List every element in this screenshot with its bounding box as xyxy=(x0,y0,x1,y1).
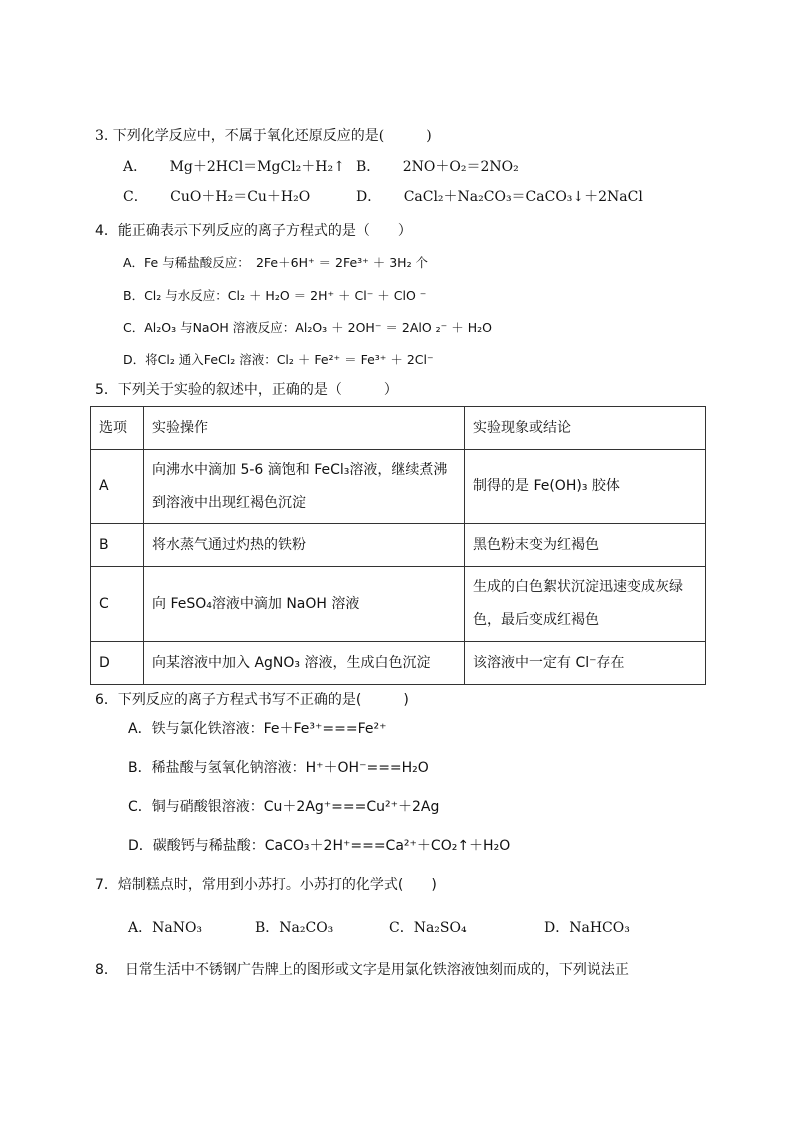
row-d-option: D xyxy=(91,642,144,685)
q7-option-b: B．Na₂CO₃ xyxy=(255,920,334,936)
row-d-operation: 向某溶液中加入 AgNO₃ 溶液，生成白色沉淀 xyxy=(144,642,465,685)
q4-option-a: A．Fe 与稀盐酸反应： 2Fe＋6H⁺ ＝ 2Fe³⁺ ＋ 3H₂ 个 xyxy=(123,255,429,270)
header-result: 实验现象或结论 xyxy=(465,407,706,450)
q5-stem: 5．下列关于实验的叙述中，正确的是（ ） xyxy=(95,382,398,398)
q3-option-a-text: Mg＋2HCl＝MgCl₂＋H₂↑ xyxy=(169,159,345,175)
q6-stem: 6．下列反应的离子方程式书写不正确的是( ) xyxy=(95,692,409,708)
q3-option-b-text: 2NO＋O₂＝2NO₂ xyxy=(402,159,519,175)
table-row xyxy=(91,567,706,642)
experiment-table xyxy=(90,406,706,685)
q7-option-a: A．NaNO₃ xyxy=(128,920,203,936)
table-row xyxy=(91,642,706,685)
q8-stem: 8． 日常生活中不锈钢广告牌上的图形或文字是用氯化铁溶液蚀刻而成的，下列说法正 xyxy=(95,962,629,978)
row-b-result: 黑色粉末变为红褐色 xyxy=(465,524,706,567)
q6-option-a: A．铁与氯化铁溶液：Fe＋Fe³⁺===Fe²⁺ xyxy=(128,721,387,737)
q4-option-d: D．将Cl₂ 通入FeCl₂ 溶液：Cl₂ ＋ Fe²⁺ ＝ Fe³⁺ ＋ 2Cl⁻ xyxy=(123,352,434,367)
q7-stem: 7．焙制糕点时，常用到小苏打。小苏打的化学式( ) xyxy=(95,877,437,893)
row-c-result: 生成的白色絮状沉淀迅速变成灰绿色，最后变成红褐色 xyxy=(465,567,706,642)
q3-option-b-letter: B． xyxy=(356,159,381,175)
q3-option-a-letter: A． xyxy=(123,159,148,175)
header-operation: 实验操作 xyxy=(144,407,465,450)
row-a-operation: 向沸水中滴加 5-6 滴饱和 FeCl₃溶液，继续煮沸到溶液中出现红褐色沉淀 xyxy=(144,450,465,524)
q3-option-a xyxy=(123,157,345,177)
q3-stem: 3. 下列化学反应中，不属于氧化还原反应的是( ) xyxy=(95,128,432,144)
row-b-operation: 将水蒸气通过灼热的铁粉 xyxy=(144,524,465,567)
row-c-option: C xyxy=(91,567,144,642)
row-c-operation: 向 FeSO₄溶液中滴加 NaOH 溶液 xyxy=(144,567,465,642)
row-d-result: 该溶液中一定有 Cl⁻存在 xyxy=(465,642,706,685)
q3-option-c-letter: C． xyxy=(123,189,148,205)
table-row xyxy=(91,524,706,567)
q6-option-d: D．碳酸钙与稀盐酸：CaCO₃＋2H⁺===Ca²⁺＋CO₂↑＋H₂O xyxy=(128,838,511,854)
q7-option-c: C．Na₂SO₄ xyxy=(389,920,467,936)
q3-option-b xyxy=(356,157,519,177)
q4-stem: 4．能正确表示下列反应的离子方程式的是（ ） xyxy=(95,223,412,239)
q3-option-d xyxy=(356,187,643,207)
q6-option-b: B．稀盐酸与氢氧化钠溶液：H⁺＋OH⁻===H₂O xyxy=(128,760,429,776)
q3-option-c xyxy=(123,187,310,207)
row-a-result: 制得的是 Fe(OH)₃ 胶体 xyxy=(465,450,706,524)
q4-option-b: B．Cl₂ 与水反应：Cl₂ ＋ H₂O ＝ 2H⁺ ＋ Cl⁻ ＋ ClO ⁻ xyxy=(123,288,427,303)
header-option: 选项 xyxy=(91,407,144,450)
q7-option-d: D．NaHCO₃ xyxy=(544,920,630,936)
table-row xyxy=(91,450,706,524)
q3-option-c-text: CuO＋H₂＝Cu＋H₂O xyxy=(170,189,311,205)
row-b-option: B xyxy=(91,524,144,567)
q3-option-d-letter: D． xyxy=(356,189,382,205)
row-a-option: A xyxy=(91,450,144,524)
q3-option-d-text: CaCl₂＋Na₂CO₃＝CaCO₃↓＋2NaCl xyxy=(403,189,643,205)
q4-option-c: C．Al₂O₃ 与NaOH 溶液反应：Al₂O₃ ＋ 2OH⁻ ＝ 2AlO ₂⁻ ＋ H₂O xyxy=(123,320,492,335)
q6-option-c: C．铜与硝酸银溶液：Cu＋2Ag⁺===Cu²⁺＋2Ag xyxy=(128,799,440,815)
table-header-row xyxy=(91,407,706,450)
